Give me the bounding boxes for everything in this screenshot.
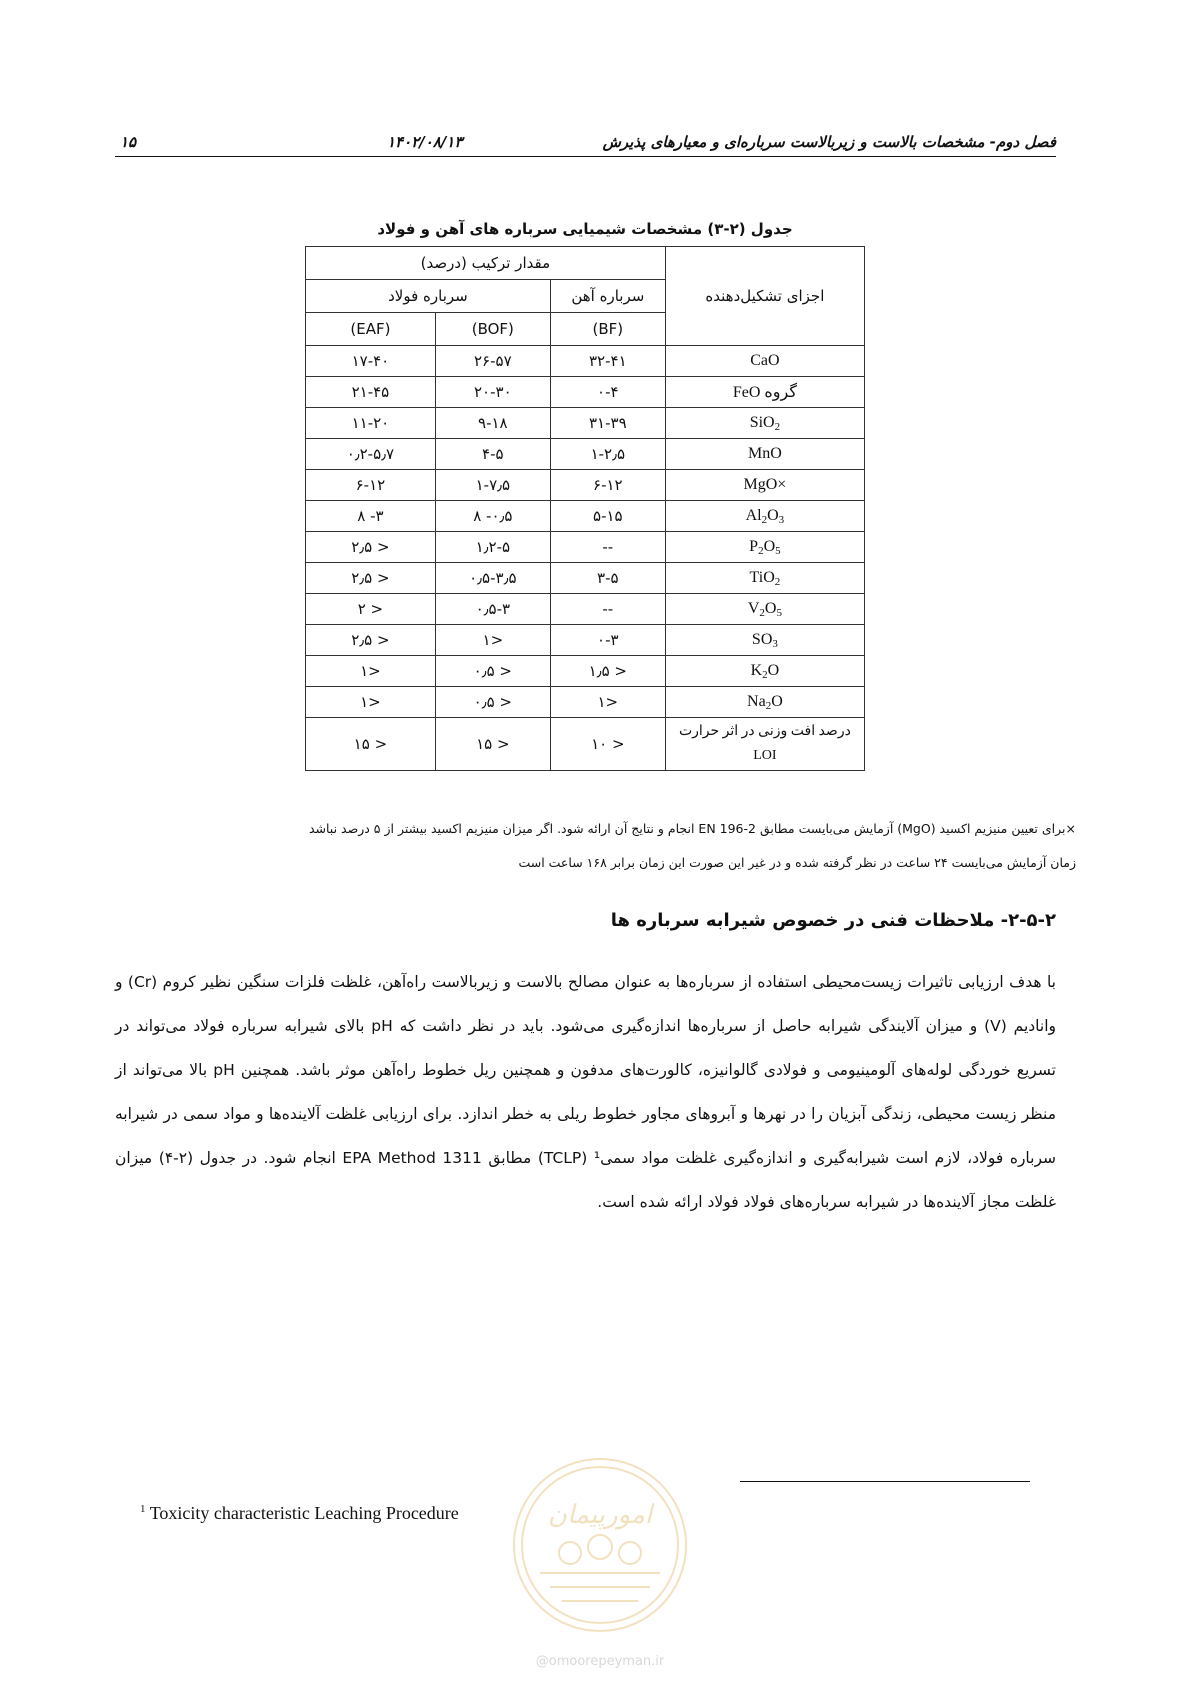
row-eaf-value: < ۲٫۵ <box>306 563 436 594</box>
row-bof-value: ۰٫۵-۳ <box>435 594 550 625</box>
col-amount-header: مقدار ترکیب (درصد) <box>306 247 666 280</box>
table-row <box>306 408 865 439</box>
table-row <box>306 718 865 771</box>
row-bf-value: ۳۱-۳۹ <box>550 408 665 439</box>
row-bof-value: ۲۶-۵۷ <box>435 346 550 377</box>
row-bf-value: ۳-۵ <box>550 563 665 594</box>
row-eaf-value: < ۲٫۵ <box>306 625 436 656</box>
row-bf-value: ۰-۳ <box>550 625 665 656</box>
row-bf-value: ۰-۴ <box>550 377 665 408</box>
row-eaf-value: < ۲٫۵ <box>306 532 436 563</box>
chemical-table <box>305 246 865 771</box>
row-bof-value: < ۰٫۵ <box>435 656 550 687</box>
table-row <box>306 501 865 532</box>
header-rule <box>115 156 1056 157</box>
row-eaf-value: ۰٫۲-۵٫۷ <box>306 439 436 470</box>
table-row <box>306 625 865 656</box>
table-row <box>306 439 865 470</box>
row-bof-value: ۴-۵ <box>435 439 550 470</box>
row-eaf-value: ۶-۱۲ <box>306 470 436 501</box>
footnote <box>140 1503 459 1524</box>
row-bf-value: ۳۲-۴۱ <box>550 346 665 377</box>
row-component: SiO$_2$ <box>665 408 864 439</box>
row-bf-value: < ۱٫۵ <box>550 656 665 687</box>
row-component: درصد افت وزنی در اثر حرارت LOI <box>665 718 864 771</box>
row-bof-value: < ۰٫۵ <box>435 687 550 718</box>
row-component: $SO_3$ <box>665 625 864 656</box>
body-paragraph: با هدف ارزیابی تاثیرات زیست‌محیطی استفاده از سرباره‌ها به عنوان مصالح بالاست و زیربالاست راه‌آهن، غلظت فلزات سنگین نظیر کروم (Cr) و وانادیم (V) و میزان آلایندگی شیرابه حاصل از سرباره‌ها اندازه‌گیری می‌شود. باید در نظر داشت که pH بالای شیرابه سرباره فولاد می‌تواند در تسریع خوردگی لوله‌های آلومینیومی و فولادی گالوانیزه، کالورت‌های مدفون و همچنین ریل خطوط راه‌آهن موثر باشد. همچنین pH بالا می‌تواند از منظر زیست محیطی، زندگی آبزیان را در نهرها و آبروهای مجاور خطوط ریلی به خطر اندازد. برای ارزیابی غلظت آلاینده‌ها و مواد سمی در شیرابه سرباره فولاد، لازم است شیرابه‌گیری و اندازه‌گیری غلظت مواد سمی¹ (TCLP) مطابق EPA Method 1311 انجام شود. در جدول (۲-۴) میزان غلظت مجاز آلاینده‌ها در شیرابه سرباره‌های فولاد فولاد ارائه شده است. <box>115 973 1057 1211</box>
table-row <box>306 346 865 377</box>
row-component: CaO <box>665 346 864 377</box>
table-row <box>306 656 865 687</box>
row-component: $V_2O_5$ <box>665 594 864 625</box>
table-caption: جدول (۲-۳) مشخصات شیمیایی سرباره های آهن و فولاد <box>377 220 793 238</box>
row-component: ×MgO <box>665 470 864 501</box>
row-bf-value: ۱-۲٫۵ <box>550 439 665 470</box>
row-bof-value: ۹-۱۸ <box>435 408 550 439</box>
row-bof-value: < ۱۵ <box>435 718 550 771</box>
row-component: $K_2O$ <box>665 656 864 687</box>
footnote-marker: 1 <box>140 1503 146 1515</box>
col-bf-header: (BF) <box>550 313 665 346</box>
row-eaf-value: ۱۷-۴۰ <box>306 346 436 377</box>
row-bf-value: ۶-۱۲ <box>550 470 665 501</box>
seal-text: امورپیمان <box>547 1500 653 1530</box>
row-bof-value: ۱-۷٫۵ <box>435 470 550 501</box>
row-component: TiO$_2$ <box>665 563 864 594</box>
watermark-seal <box>510 1455 690 1635</box>
table-row <box>306 532 865 563</box>
col-component-header: اجزای تشکیل‌دهنده <box>665 247 864 346</box>
row-component: $P_2O_5$ <box>665 532 864 563</box>
row-component: گروه FeO <box>665 377 864 408</box>
footnote-text: Toxicity characteristic Leaching Procedure <box>149 1503 459 1523</box>
col-iron-header: سرباره آهن <box>550 280 665 313</box>
header-date: ۱۴۰۲/۰۸/۱۳ <box>387 133 463 151</box>
row-bf-value: <۱ <box>550 687 665 718</box>
row-eaf-value: < ۱۵ <box>306 718 436 771</box>
col-steel-header: سرباره فولاد <box>306 280 551 313</box>
row-bf-value: < ۱۰ <box>550 718 665 771</box>
watermark-site: @omoorepeyman.ir <box>535 1654 665 1669</box>
row-bof-value: ۱٫۲-۵ <box>435 532 550 563</box>
col-eaf-header: (EAF) <box>306 313 436 346</box>
row-eaf-value: <۱ <box>306 656 436 687</box>
row-bof-value: <۱ <box>435 625 550 656</box>
table-note-1: ×برای تعیین منیزیم اکسید (MgO) آزمایش می‌بایست مطابق EN 196-2 انجام و نتایج آن ارائه شود. اگر میزان منیزیم اکسید بیشتر از ۵ درصد نباشد <box>308 821 1076 836</box>
table-row <box>306 687 865 718</box>
row-eaf-value: <۱ <box>306 687 436 718</box>
row-bof-value: ۲۰-۳۰ <box>435 377 550 408</box>
table-note-2: زمان آزمایش می‌بایست ۲۴ ساعت در نظر گرفته شده و در غیر این صورت این زمان برابر ۱۶۸ ساعت است <box>518 855 1076 870</box>
row-component: $Al_2O_3$ <box>665 501 864 532</box>
chapter-title: فصل دوم- مشخصات بالاست و زیربالاست سرباره‌ای و معیارهای پذیرش <box>602 133 1056 151</box>
row-component: $Na_2O$ <box>665 687 864 718</box>
table-row <box>306 470 865 501</box>
table-row <box>306 594 865 625</box>
row-component: MnO <box>665 439 864 470</box>
row-bf-value: -- <box>550 594 665 625</box>
row-eaf-value: < ۲ <box>306 594 436 625</box>
row-bof-value: ۰٫۵- ۸ <box>435 501 550 532</box>
page-number: ۱۵ <box>120 133 137 151</box>
col-bof-header: (BOF) <box>435 313 550 346</box>
row-bf-value: -- <box>550 532 665 563</box>
row-bf-value: ۵-۱۵ <box>550 501 665 532</box>
row-eaf-value: ۱۱-۲۰ <box>306 408 436 439</box>
footnote-rule <box>740 1481 1030 1482</box>
table-row <box>306 563 865 594</box>
table-row <box>306 377 865 408</box>
row-eaf-value: ۳- ۸ <box>306 501 436 532</box>
row-bof-value: ۰٫۵-۳٫۵ <box>435 563 550 594</box>
row-eaf-value: ۲۱-۴۵ <box>306 377 436 408</box>
section-title: ۲-۵-۲- ملاحظات فنی در خصوص شیرابه سرباره ها <box>610 910 1056 931</box>
